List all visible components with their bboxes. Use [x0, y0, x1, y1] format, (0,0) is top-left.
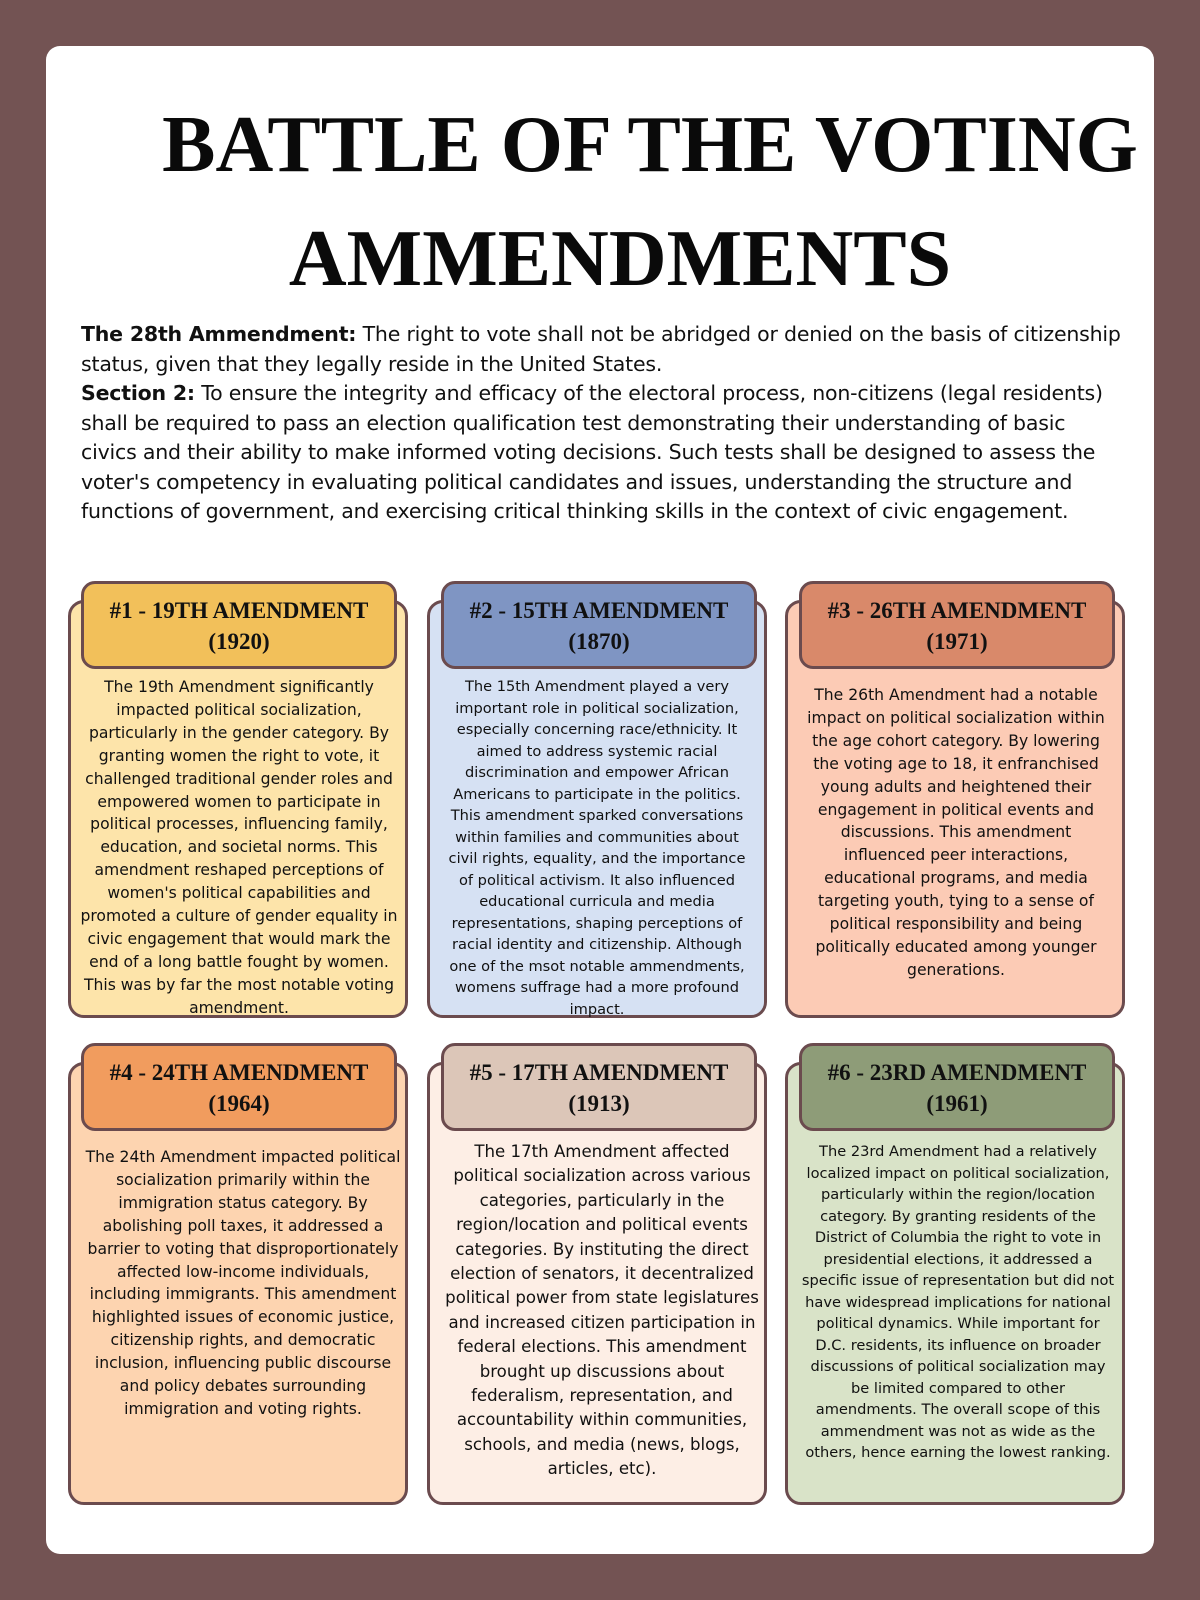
amendment-card-6-body: The 23rd Amendment had a relatively localized impact on political socialization, particularly within the region/location category. By granting residents of the District of Columbia the right to vote in presidential elections, it addressed a specific issue of representation but did not have widespread implications for national political dynamics. While important for D.C. residents, its influence on broader discussions of political socialization may be limited compared to other amendments. The overall scope of this ammendment was not as wide as the others, hence earning the lowest ranking. [801, 1143, 1115, 1461]
amendment-card-1-heading: #1 - 19TH AMENDMENT [109, 598, 369, 623]
amendment-card-3-heading: #3 - 26TH AMENDMENT [827, 598, 1087, 623]
amendment-card-4-header [81, 1043, 397, 1131]
intro-paragraph-1 [81, 320, 1121, 379]
amendment-card-6-header [799, 1043, 1115, 1131]
amendment-card-1-header [81, 581, 397, 669]
intro-paragraph-2 [81, 379, 1121, 527]
amendment-card-6-year: (1961) [926, 1091, 988, 1116]
amendment-card-4-year: (1964) [208, 1091, 270, 1116]
amendment-card-3-body: The 26th Amendment had a notable impact on political socialization within the age cohort category. By lowering the voting age to 18, it enfranchised young adults and heightened their engagement in political events and discussions. This amendment influenced peer interactions, educational programs, and media targeting youth, tying to a sense of political responsibility and being politically educated among younger generations. [807, 686, 1105, 979]
amendment-card-5-year: (1913) [568, 1091, 630, 1116]
amendment-card-6-heading: #6 - 23RD AMENDMENT [827, 1060, 1087, 1085]
amendment-card-3-year: (1971) [926, 629, 988, 654]
intro-section [81, 320, 1121, 527]
amendment-card-2-year: (1870) [568, 629, 630, 654]
amendment-card-2-heading: #2 - 15TH AMENDMENT [469, 598, 729, 623]
amendment-card-4-body: The 24th Amendment impacted political socialization primarily within the immigration status category. By abolishing poll taxes, it addressed a barrier to voting that disproportionately affected low-income individuals, including immigrants. This amendment highlighted issues of economic justice, citizenship rights, and democratic inclusion, influencing public discourse and policy debates surrounding immigration and voting rights. [85, 1148, 401, 1418]
title-line-2: AMMENDMENTS [288, 215, 952, 303]
title-line-1: BATTLE OF THE VOTING [162, 101, 1138, 189]
amendment-card-1-body: The 19th Amendment significantly impacted political socialization, particularly in the gender category. By granting women the right to vote, it challenged traditional gender roles and empowered women to participate in political processes, influencing family, education, and societal norms. This amendment reshaped perceptions of women's political capabilities and promoted a culture of gender equality in civic engagement that would mark the end of a long battle fought by women. This was by far the most notable voting amendment. [80, 678, 398, 1017]
amendment-card-5-body: The 17th Amendment affected political socialization across various categories, particularly in the region/location and political events categories. By instituting the direct election of senators, it decentralized political power from state legislatures and increased citizen participation in federal elections. This amendment brought up discussions about federalism, representation, and accountability within communities, schools, and media (news, blogs, articles, etc). [445, 1142, 759, 1479]
page-title [0, 88, 1200, 316]
amendment-card-4-heading: #4 - 24TH AMENDMENT [109, 1060, 369, 1085]
intro-text-2: To ensure the integrity and efficacy of the electoral process, non-citizens (legal residents) shall be required to pass an election qualification test demonstrating their understanding of basic civics and their ability to make informed voting decisions. Such tests shall be designed to assess the voter's competency in evaluating political candidates and issues, understanding the structure and functions of government, and exercising critical thinking skills in the context of civic engagement. [81, 381, 1103, 523]
amendment-card-3-header [799, 581, 1115, 669]
intro-label-1: The 28th Ammendment: [81, 322, 357, 346]
amendment-card-1-year: (1920) [208, 629, 270, 654]
amendment-card-2-header [441, 581, 757, 669]
amendment-card-5-header [441, 1043, 757, 1131]
intro-label-2: Section 2: [81, 381, 195, 405]
amendment-card-2-body: The 15th Amendment played a very important role in political socialization, especially concerning race/ethnicity. It aimed to address systemic racial discrimination and empower African Americans to participate in the politics. This amendment sparked conversations within families and communities about civil rights, equality, and the importance of political activism. It also influenced educational curricula and media representations, shaping perceptions of racial identity and citizenship. Although one of the msot notable ammendments, womens suffrage had a more profound impact. [448, 678, 746, 1018]
intro-text-1: The right to vote shall not be abridged or denied on the basis of citizenship status, given that they legally reside in the United States. [81, 322, 1121, 376]
amendment-card-5-heading: #5 - 17TH AMENDMENT [469, 1060, 729, 1085]
